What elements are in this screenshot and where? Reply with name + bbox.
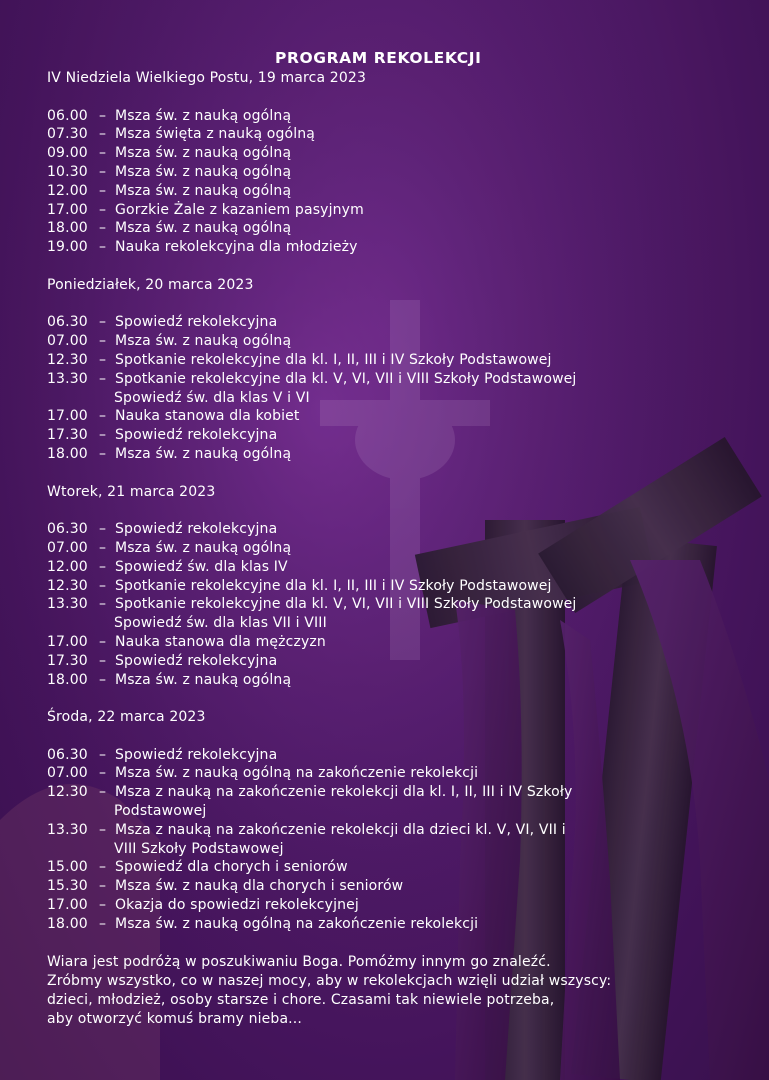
closing-line: aby otworzyć komuś bramy nieba... bbox=[47, 1010, 302, 1027]
entry-description: Msza z nauką na zakończenie rekolekcji dla dzieci kl. V, VI, VII i bbox=[115, 821, 566, 838]
schedule-entry bbox=[47, 407, 747, 426]
entry-time: 15.30 bbox=[47, 878, 88, 895]
entry-dash: – bbox=[99, 897, 107, 914]
schedule-entry bbox=[47, 821, 747, 840]
entry-time: 18.00 bbox=[47, 220, 88, 237]
entry-description: Spotkanie rekolekcyjne dla kl. I, II, III i IV Szkoły Podstawowej bbox=[115, 351, 552, 368]
entry-dash: – bbox=[99, 408, 107, 425]
entry-time: 10.30 bbox=[47, 163, 88, 180]
entry-dash: – bbox=[99, 746, 107, 763]
day-heading: Poniedziałek, 20 marca 2023 bbox=[47, 276, 254, 293]
entry-dash: – bbox=[99, 652, 107, 669]
entry-dash: – bbox=[99, 239, 107, 256]
entry-dash: – bbox=[99, 370, 107, 387]
entry-time: 13.30 bbox=[47, 821, 88, 838]
entry-time: 06.30 bbox=[47, 314, 88, 331]
entry-description: Spowiedź św. dla klas IV bbox=[115, 558, 288, 575]
schedule-entry bbox=[47, 370, 747, 389]
entry-dash: – bbox=[99, 427, 107, 444]
schedule-entry bbox=[47, 558, 747, 577]
entry-time: 07.00 bbox=[47, 765, 88, 782]
entry-time: 12.30 bbox=[47, 351, 88, 368]
entry-time: 18.00 bbox=[47, 445, 88, 462]
schedule-entry bbox=[47, 107, 747, 126]
entry-dash: – bbox=[99, 107, 107, 124]
entry-description: Spowiedź rekolekcyjna bbox=[115, 427, 278, 444]
entry-description: Msza św. z nauką dla chorych i seniorów bbox=[115, 878, 404, 895]
entry-time: 06.30 bbox=[47, 746, 88, 763]
entry-time: 07.00 bbox=[47, 333, 88, 350]
entry-time: 13.30 bbox=[47, 596, 88, 613]
entry-description: Msza św. z nauką ogólną bbox=[115, 220, 292, 237]
closing-line: dzieci, młodzież, osoby starsze i chore. Czasami tak niewiele potrzeba, bbox=[47, 991, 555, 1008]
entry-dash: – bbox=[99, 163, 107, 180]
entry-description: Gorzkie Żale z kazaniem pasyjnym bbox=[115, 201, 364, 218]
schedule-entry bbox=[47, 764, 747, 783]
entry-dash: – bbox=[99, 633, 107, 650]
entry-description: Msza św. z nauką ogólną bbox=[115, 671, 292, 688]
entry-description: Msza św. z nauką ogólną bbox=[115, 539, 292, 556]
entry-description: Msza z nauką na zakończenie rekolekcji dla kl. I, II, III i IV Szkoły bbox=[115, 784, 573, 801]
entry-description: Spowiedź rekolekcyjna bbox=[115, 521, 278, 538]
schedule-entry bbox=[47, 915, 747, 934]
entry-time: 18.00 bbox=[47, 671, 88, 688]
day-heading: IV Niedziela Wielkiego Postu, 19 marca 2023 bbox=[47, 70, 367, 86]
entry-time: 13.30 bbox=[47, 370, 88, 387]
entry-description: Spotkanie rekolekcyjne dla kl. I, II, III i IV Szkoły Podstawowej bbox=[115, 577, 552, 594]
entry-dash: – bbox=[99, 821, 107, 838]
schedule-entry bbox=[47, 332, 747, 351]
schedule-entry bbox=[47, 351, 747, 370]
entry-time: 18.00 bbox=[47, 915, 88, 932]
schedule bbox=[47, 50, 747, 1029]
entry-dash: – bbox=[99, 878, 107, 895]
day-section bbox=[47, 69, 747, 276]
entry-dash: – bbox=[99, 596, 107, 613]
entry-description: Nauka stanowa dla mężczyzn bbox=[115, 633, 326, 650]
schedule-entry bbox=[47, 313, 747, 332]
entry-description: Msza św. z nauką ogólną na zakończenie rekolekcji bbox=[115, 915, 479, 932]
entry-time: 17.00 bbox=[47, 633, 88, 650]
schedule-entry bbox=[47, 671, 747, 690]
entry-continuation: VIII Szkoły Podstawowej bbox=[114, 840, 284, 857]
entry-description: Spotkanie rekolekcyjne dla kl. V, VI, VII i VIII Szkoły Podstawowej bbox=[115, 370, 577, 387]
entry-dash: – bbox=[99, 314, 107, 331]
entry-time: 17.00 bbox=[47, 408, 88, 425]
schedule-entry bbox=[47, 652, 747, 671]
entry-time: 12.00 bbox=[47, 558, 88, 575]
schedule-entry bbox=[47, 783, 747, 802]
day-section bbox=[47, 276, 747, 483]
entry-description: Nauka rekolekcyjna dla młodzieży bbox=[115, 239, 358, 256]
schedule-entry bbox=[47, 858, 747, 877]
schedule-entry bbox=[47, 896, 747, 915]
entry-description: Msza św. z nauką ogólną bbox=[115, 445, 292, 462]
schedule-entry bbox=[47, 144, 747, 163]
entry-description: Msza św. z nauką ogólną bbox=[115, 182, 292, 199]
entry-time: 07.30 bbox=[47, 126, 88, 143]
schedule-entry bbox=[47, 520, 747, 539]
entry-description: Nauka stanowa dla kobiet bbox=[115, 408, 300, 425]
schedule-entry bbox=[47, 633, 747, 652]
entry-continuation: Spowiedź św. dla klas V i VI bbox=[114, 389, 310, 406]
day-heading: Wtorek, 21 marca 2023 bbox=[47, 483, 216, 500]
entry-dash: – bbox=[99, 445, 107, 462]
entry-time: 12.30 bbox=[47, 577, 88, 594]
entry-time: 07.00 bbox=[47, 539, 88, 556]
schedule-entry bbox=[47, 595, 747, 614]
entry-time: 17.00 bbox=[47, 897, 88, 914]
entry-dash: – bbox=[99, 577, 107, 594]
entry-dash: – bbox=[99, 521, 107, 538]
day-heading: Środa, 22 marca 2023 bbox=[47, 709, 206, 726]
entry-time: 06.30 bbox=[47, 521, 88, 538]
entry-description: Spowiedź rekolekcyjna bbox=[115, 652, 278, 669]
schedule-entry bbox=[47, 426, 747, 445]
schedule-entry bbox=[47, 125, 747, 144]
closing-line: Zróbmy wszystko, co w naszej mocy, aby w rekolekcjach wzięli udział wszyscy: bbox=[47, 972, 612, 989]
entry-description: Okazja do spowiedzi rekolekcyjnej bbox=[115, 897, 359, 914]
schedule-entry bbox=[47, 163, 747, 182]
entry-dash: – bbox=[99, 333, 107, 350]
days-container bbox=[47, 69, 747, 934]
entry-dash: – bbox=[99, 765, 107, 782]
entry-dash: – bbox=[99, 539, 107, 556]
schedule-entry bbox=[47, 201, 747, 220]
day-section bbox=[47, 708, 747, 934]
entry-description: Msza św. z nauką ogólną bbox=[115, 333, 292, 350]
day-section bbox=[47, 483, 747, 709]
page-title: PROGRAM REKOLEKCJI bbox=[275, 49, 482, 67]
schedule-entry bbox=[47, 539, 747, 558]
entry-dash: – bbox=[99, 220, 107, 237]
entry-dash: – bbox=[99, 145, 107, 162]
entry-dash: – bbox=[99, 784, 107, 801]
entry-time: 12.30 bbox=[47, 784, 88, 801]
entry-time: 17.00 bbox=[47, 201, 88, 218]
entry-dash: – bbox=[99, 915, 107, 932]
schedule-entry bbox=[47, 445, 747, 464]
entry-dash: – bbox=[99, 859, 107, 876]
entry-description: Spowiedź rekolekcyjna bbox=[115, 314, 278, 331]
entry-dash: – bbox=[99, 126, 107, 143]
schedule-entry bbox=[47, 746, 747, 765]
entry-time: 17.30 bbox=[47, 427, 88, 444]
entry-description: Msza św. z nauką ogólną bbox=[115, 145, 292, 162]
entry-time: 19.00 bbox=[47, 239, 88, 256]
entry-description: Msza święta z nauką ogólną bbox=[115, 126, 316, 143]
entry-time: 12.00 bbox=[47, 182, 88, 199]
schedule-entry bbox=[47, 182, 747, 201]
schedule-entry bbox=[47, 577, 747, 596]
entry-dash: – bbox=[99, 558, 107, 575]
entry-description: Msza św. z nauką ogólną bbox=[115, 107, 292, 124]
entry-time: 17.30 bbox=[47, 652, 88, 669]
entry-description: Spowiedź rekolekcyjna bbox=[115, 746, 278, 763]
entry-dash: – bbox=[99, 201, 107, 218]
entry-continuation: Spowiedź św. dla klas VII i VIII bbox=[114, 615, 327, 632]
entry-continuation: Podstawowej bbox=[114, 803, 207, 820]
entry-dash: – bbox=[99, 671, 107, 688]
schedule-entry bbox=[47, 219, 747, 238]
entry-description: Msza św. z nauką ogólną na zakończenie rekolekcji bbox=[115, 765, 479, 782]
entry-time: 06.00 bbox=[47, 107, 88, 124]
entry-time: 15.00 bbox=[47, 859, 88, 876]
schedule-entry bbox=[47, 877, 747, 896]
entry-description: Msza św. z nauką ogólną bbox=[115, 163, 292, 180]
entry-description: Spowiedź dla chorych i seniorów bbox=[115, 859, 348, 876]
entry-description: Spotkanie rekolekcyjne dla kl. V, VI, VII i VIII Szkoły Podstawowej bbox=[115, 596, 577, 613]
entry-dash: – bbox=[99, 182, 107, 199]
schedule-entry bbox=[47, 238, 747, 257]
closing-paragraph bbox=[47, 953, 747, 1029]
closing-line: Wiara jest podróżą w poszukiwaniu Boga. Pomóżmy innym go znaleźć. bbox=[47, 953, 551, 970]
entry-time: 09.00 bbox=[47, 145, 88, 162]
entry-dash: – bbox=[99, 351, 107, 368]
